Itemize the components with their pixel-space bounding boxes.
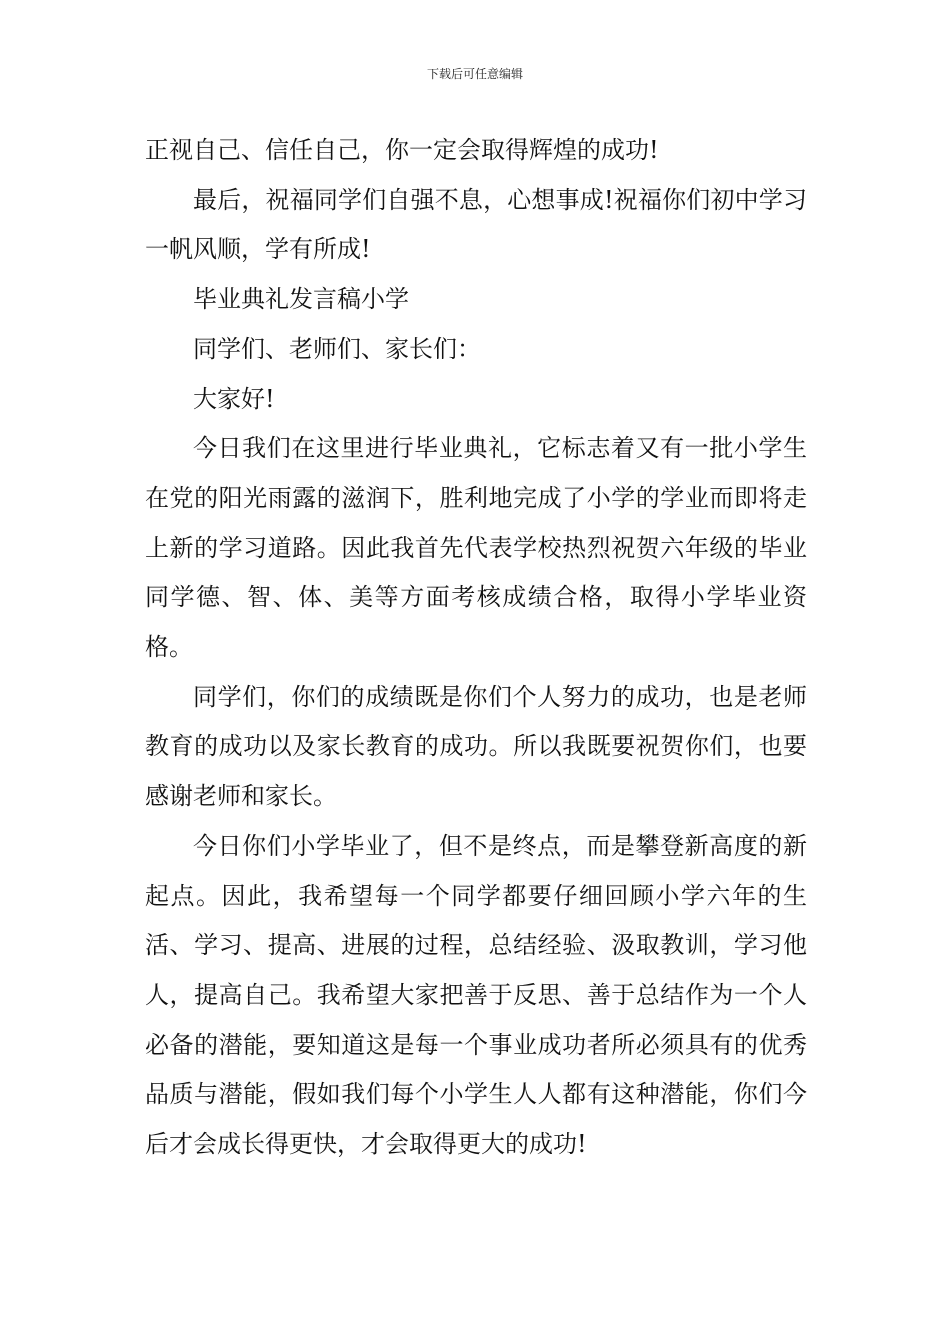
page-header: 下载后可任意编辑 — [426, 67, 523, 81]
greeting: 大家好! — [193, 384, 275, 413]
salutation: 同学们、老师们、家长们： — [193, 334, 481, 363]
document-body — [145, 126, 807, 1170]
section-title: 毕业典礼发言稿小学 — [193, 285, 409, 314]
paragraph: 同学们，你们的成绩既是你们个人努力的成功，也是老师教育的成功以及家长教育的成功。所以我既要祝贺你们，也要感谢老师和家长。 — [145, 682, 807, 811]
paragraph: 最后，祝福同学们自强不息，心想事成!祝福你们初中学习一帆风顺，学有所成! — [145, 185, 807, 264]
paragraph: 今日你们小学毕业了，但不是终点，而是攀登新高度的新起点。因此，我希望每一个同学都要仔细回顾小学六年的生活、学习、提高、进展的过程，总结经验、汲取教训，学习他人，提高自己。我希望大家把善于反思、善于总结作为一个人必备的潜能，要知道这是每一个事业成功者所必须具有的优秀品质与潜能，假如我们每个小学生人人都有这种潜能，你们今后才会成长得更快，才会取得更大的成功! — [145, 831, 807, 1159]
paragraph: 正视自己、信任自己，你一定会取得辉煌的成功! — [145, 136, 659, 164]
paragraph: 今日我们在这里进行毕业典礼，它标志着又有一批小学生在党的阳光雨露的滋润下，胜利地完成了小学的学业而即将走上新的学习道路。因此我首先代表学校热烈祝贺六年级的毕业同学德、智、体、美等方面考核成绩合格，取得小学毕业资格。 — [145, 434, 807, 662]
